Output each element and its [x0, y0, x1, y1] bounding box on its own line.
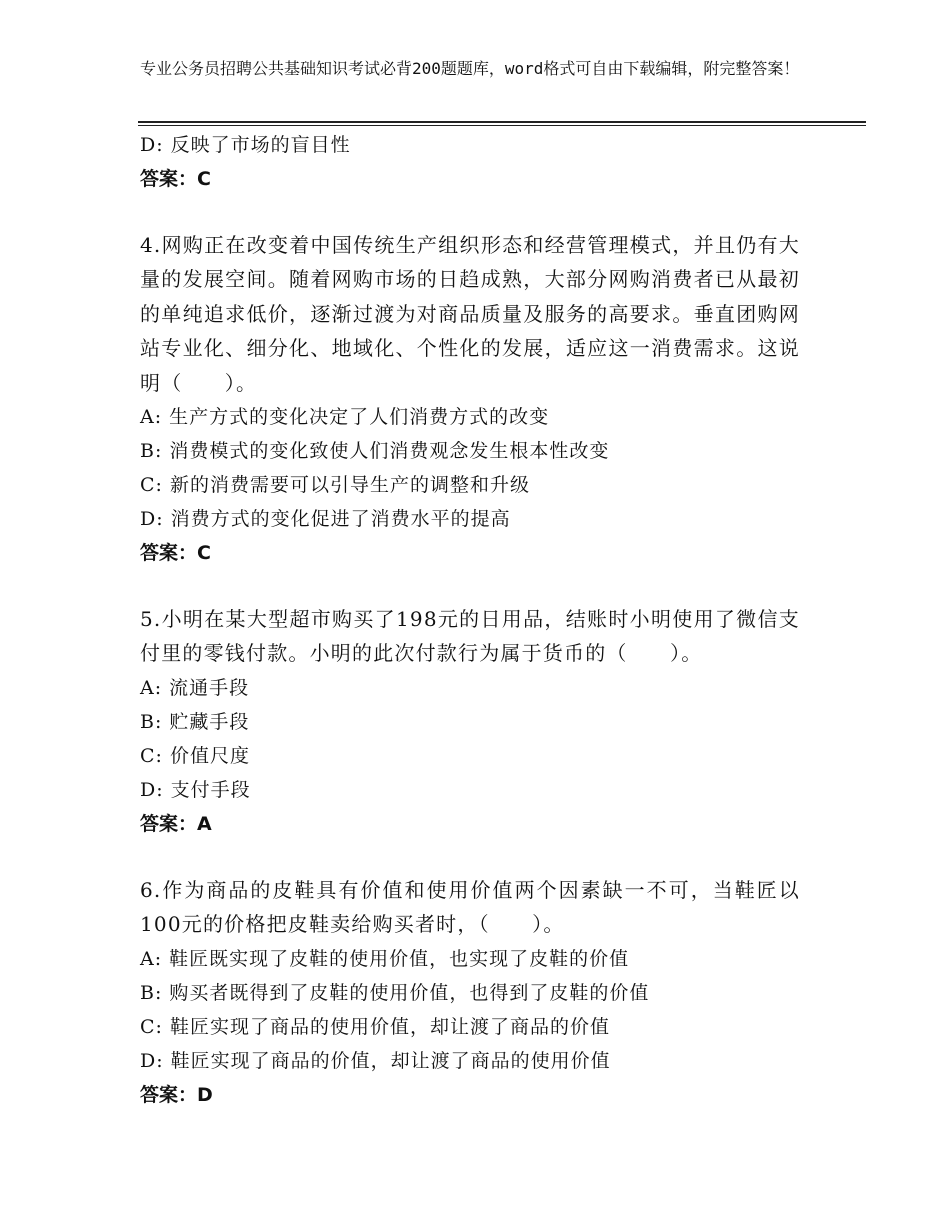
prev-question-answer: 答案：C — [140, 168, 211, 190]
question-stem: 4.网购正在改变着中国传统生产组织形态和经营管理模式，并且仍有大量的发展空间。随着网购市场的日趋成熟，大部分网购消费者已从最初的单纯追求低价，逐渐过渡为对商品质量及服务的高要求。垂直团购网站专业化、细分化、地域化、个性化的发展，适应这一消费需求。这说明（ ）。 — [140, 233, 800, 395]
question-stem: 6.作为商品的皮鞋具有价值和使用价值两个因素缺一不可，当鞋匠以100元的价格把皮鞋卖给购买者时，（ ）。 — [140, 877, 800, 937]
option-a: A: 生产方式的变化决定了人们消费方式的改变 — [140, 406, 550, 429]
option-a: A: 流通手段 — [140, 676, 250, 699]
option-d: D: 消费方式的变化促进了消费水平的提高 — [140, 508, 511, 531]
option-c: C: 新的消费需要可以引导生产的调整和升级 — [140, 474, 530, 497]
answer: 答案：A — [140, 812, 212, 835]
question-6 — [140, 873, 800, 1112]
header-rule-thick — [138, 121, 866, 123]
document-header: 专业公务员招聘公共基础知识考试必背200题题库，word格式可自由下载编辑，附完整答案！ — [140, 59, 800, 78]
option-b: B: 贮藏手段 — [140, 710, 250, 733]
question-content — [140, 128, 800, 1112]
option-d: D: 鞋匠实现了商品的价值，却让渡了商品的使用价值 — [140, 1049, 611, 1072]
question-5 — [140, 602, 800, 841]
option-c: C: 价值尺度 — [140, 744, 250, 767]
answer: 答案：C — [140, 542, 211, 565]
option-d: D: 支付手段 — [140, 778, 251, 801]
option-c: C: 鞋匠实现了商品的使用价值，却让渡了商品的价值 — [140, 1015, 610, 1038]
answer: 答案：D — [140, 1083, 213, 1106]
prev-question-option-d: D: 反映了市场的盲目性 — [140, 134, 351, 156]
option-b: B: 购买者既得到了皮鞋的使用价值，也得到了皮鞋的价值 — [140, 981, 650, 1004]
header-rule-thin — [138, 125, 866, 126]
question-4 — [140, 228, 800, 570]
option-a: A: 鞋匠既实现了皮鞋的使用价值，也实现了皮鞋的价值 — [140, 947, 630, 970]
question-stem: 5.小明在某大型超市购买了198元的日用品，结账时小明使用了微信支付里的零钱付款。小明的此次付款行为属于货币的（ ）。 — [140, 607, 800, 666]
option-b: B: 消费模式的变化致使人们消费观念发生根本性改变 — [140, 440, 610, 463]
